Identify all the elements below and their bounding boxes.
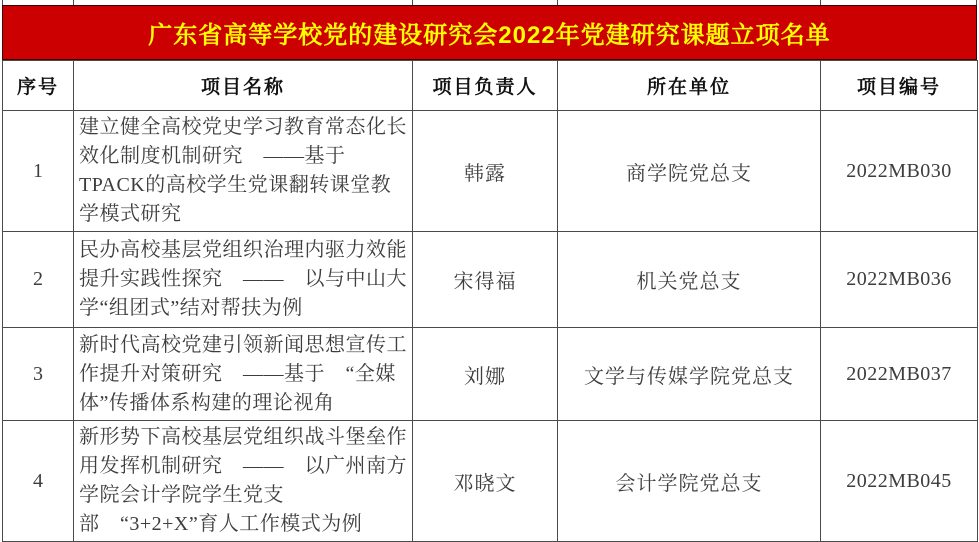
cell-project-code: 2022MB037 <box>821 328 978 421</box>
cell-project-name: 新形势下高校基层党组织战斗堡垒作用发挥机制研究 —— 以广州南方学院会计学院学生党支部 “3+2+X”育人工作模式为例 <box>74 421 413 542</box>
cell-leader: 宋得福 <box>413 232 558 328</box>
cell-project-code: 2022MB045 <box>821 421 978 542</box>
cell-unit: 机关党总支 <box>558 232 821 328</box>
table-row <box>3 421 978 542</box>
table-row <box>3 232 978 328</box>
cell-unit: 会计学院党总支 <box>558 421 821 542</box>
cell-unit: 文学与传媒学院党总支 <box>558 328 821 421</box>
col-header-index: 序号 <box>3 61 74 111</box>
col-header-leader: 项目负责人 <box>413 61 558 111</box>
projects-table <box>2 60 978 542</box>
cell-project-code: 2022MB030 <box>821 111 978 232</box>
cell-leader: 邓晓文 <box>413 421 558 542</box>
cell-project-name: 民办高校基层党组织治理内驱力效能提升实践性探究 —— 以与中山大学“组团式”结对帮扶为例 <box>74 232 413 328</box>
col-header-name: 项目名称 <box>74 61 413 111</box>
table-row <box>3 328 978 421</box>
col-header-code: 项目编号 <box>821 61 978 111</box>
cell-index: 2 <box>3 232 74 328</box>
title-banner <box>2 5 977 60</box>
cell-leader: 刘娜 <box>413 328 558 421</box>
col-header-unit: 所在单位 <box>558 61 821 111</box>
cell-index: 3 <box>3 328 74 421</box>
cell-index: 4 <box>3 421 74 542</box>
page-title: 广东省高等学校党的建设研究会2022年党建研究课题立项名单 <box>148 22 831 49</box>
cell-leader: 韩露 <box>413 111 558 232</box>
cell-project-name: 新时代高校党建引领新闻思想宣传工作提升对策研究 ——基于 “全媒体”传播体系构建的理论视角 <box>74 328 413 421</box>
table-row <box>3 111 978 232</box>
cell-unit: 商学院党总支 <box>558 111 821 232</box>
cell-project-code: 2022MB036 <box>821 232 978 328</box>
table-header-row <box>3 61 978 111</box>
cell-project-name: 建立健全高校党史学习教育常态化长效化制度机制研究 ——基于TPACK的高校学生党课翻转课堂教学模式研究 <box>74 111 413 232</box>
cell-index: 1 <box>3 111 74 232</box>
